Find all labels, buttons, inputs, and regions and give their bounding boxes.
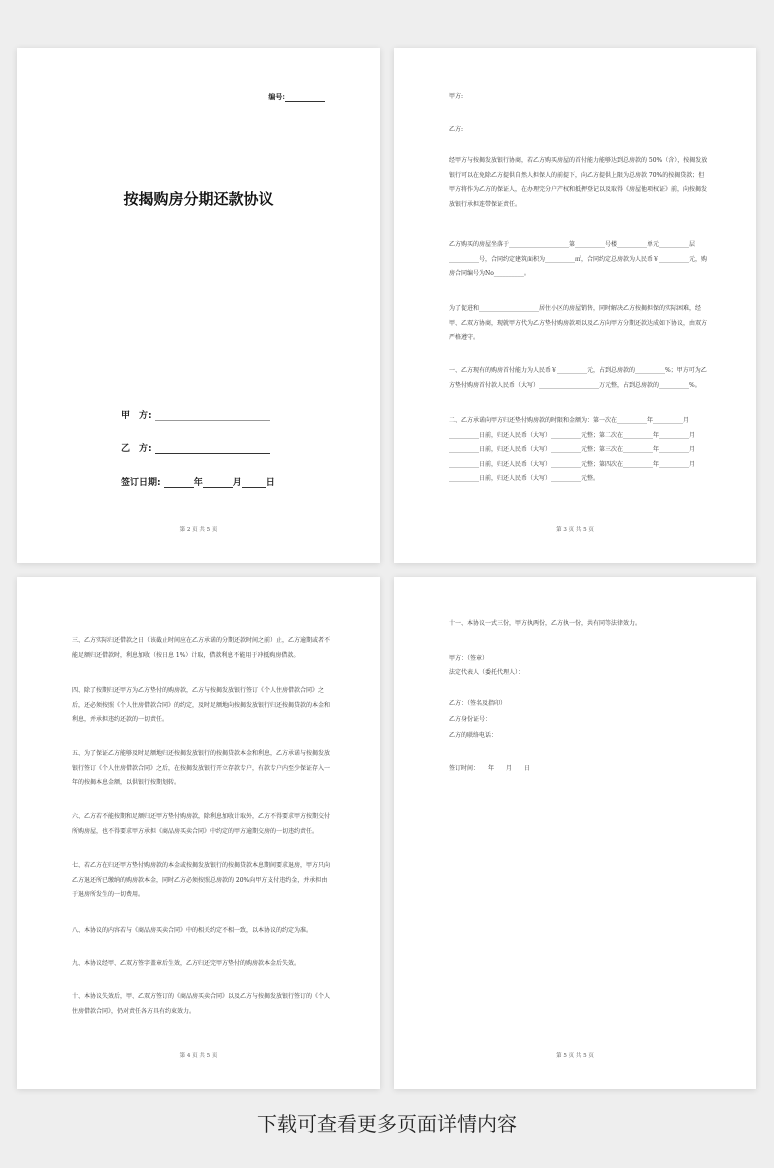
month-blank — [203, 478, 233, 488]
party-b-id-number: 乙方身份证号： — [449, 716, 492, 723]
clause-intro: 经甲方与按揭发放银行协商，若乙方购买房屋的首付能力能够达到总房款的 50%（含），按揭发放银行可以在免除乙方提供自然人担保人的前提下，向乙方提供上限为总房款 70%的按揭贷款；但甲方将作为乙方的保证人，在办理完分户产权和抵押登记以及取得《房屋他项权证》前，向按揭发放银行承担连带保证责任。 — [449, 157, 708, 208]
serial-label: 编号: — [268, 92, 285, 101]
party-b-label: 乙 方: — [121, 444, 152, 454]
clause-3: 三、乙方实际归还借款之日（该截止时间应在乙方承诺的分期还款时间之前）止，乙方逾期或者不能足额归还借款时，利息加收（按日息 1%）计取，借款利息不能用于冲抵购房借款。 — [72, 637, 331, 659]
clause-10: 十、本协议失效后，甲、乙双方签订的《商品房买卖合同》以及乙方与按揭发放银行签订的《个人住房借款合同》，仍对责任各方具有约束效力。 — [72, 993, 331, 1015]
year-label: 年 — [193, 478, 203, 488]
serial-number — [268, 92, 325, 102]
clause-9: 九、本协议经甲、乙双方签字盖章后生效，乙方归还完甲方垫付的购房款本金后失效。 — [72, 960, 301, 967]
sign-time: 签订时间： 年 月 日 — [449, 765, 531, 772]
party-a-label: 甲 方: — [121, 411, 152, 421]
sign-date-label: 签订日期: — [121, 478, 161, 488]
clause-4: 四、除了按期归还甲方为乙方垫付的购房款，乙方与按揭发放银行签订《个人住房借款合同》之后，还必须按照《个人住房借款合同》的约定，及时足额地向按揭发放银行归还按揭贷款的本金和利息，并承担违约还款的一切责任。 — [72, 687, 331, 723]
party-b-signature: 乙方：（签名及指印） — [449, 700, 507, 707]
party-a-seal: 甲方：（签章） — [449, 655, 489, 662]
clause-7: 七、若乙方在归还甲方垫付购房款的本金或按揭发放银行的按揭贷款本息期间要求退房，甲方只向乙方退还所已缴纳的购房款本金，同时乙方必须按照总房款的 20%向甲方支付违约金，并承担由于退房所发生的一切费用。 — [72, 862, 331, 898]
day-blank — [242, 478, 266, 488]
page-number: 第 5 页 共 5 页 — [556, 1053, 594, 1059]
clause-6: 六、乙方若不能按期和足额归还甲方垫付购房款，除利息加收计取外，乙方不得要求甲方按期交付所购房屋，也不得要求甲方承担《商品房买卖合同》中约定的甲方逾期交房的一切违约责任。 — [72, 813, 331, 835]
download-more-caption: 下载可查看更多页面详情内容 — [257, 1112, 517, 1136]
clause-8: 八、本协议的内容若与《商品房买卖合同》中的相关约定不相一致，以本协议的约定为准。 — [72, 927, 313, 934]
clause-11: 十一、本协议一式三份，甲方执两份，乙方执一份，共有同等法律效力。 — [449, 620, 642, 627]
party-a-blank — [155, 411, 270, 421]
year-blank — [164, 478, 194, 488]
party-a-line — [121, 408, 270, 421]
party-b-blank — [155, 444, 270, 454]
legal-representative: 法定代表人（委托代理人）： — [449, 669, 525, 676]
clause-5: 五、为了保证乙方能够及时足额地归还按揭发放银行的按揭贷款本金和利息，乙方承诺与按揭发放银行签订《个人住房借款合同》之后，在按揭发放银行开立存款专户，有款专户内至少保证存入一年的按揭本息金额，以供银行按期划转。 — [72, 750, 331, 786]
page-number: 第 4 页 共 5 页 — [179, 1053, 218, 1059]
party-b-label: 乙方: — [449, 126, 464, 133]
party-b-phone: 乙方的联络电话： — [449, 732, 498, 739]
clause-2: 二、乙方承诺向甲方归还垫付购房款的时限和金额为：第一次在__________年__________月__________日前，归还人民币（大写）__________元整；第二次在__________年__________月__________日前，归还人民币（大写）__________元整；第三次在__________年__________月__________日前，归还人民币（大写）__________元整；第四次在__________年__________月__________日前，归还人民币（大写）__________元整。 — [449, 417, 696, 482]
clause-purpose: 为了促进和____________________居住小区的房屋销售，同时解决乙方按揭担保的实际困难，经甲、乙双方协商，现就甲方代为乙方垫付购房款项以及乙方向甲方分期还款达成如下协议，由双方严格遵守。 — [449, 305, 708, 341]
serial-blank — [285, 94, 325, 102]
page-number: 第 3 页 共 5 页 — [556, 527, 594, 533]
month-label: 月 — [232, 478, 242, 488]
party-a-label: 甲方: — [449, 93, 464, 100]
document-page-5 — [394, 577, 756, 1089]
clause-property: 乙方购买的房屋坐落于____________________第__________号楼__________单元__________层__________号，合同约定建筑面积为__________㎡，合同约定总房款为人民币￥__________元，购房合同编号为No__________。 — [449, 241, 708, 277]
sign-date-line — [121, 475, 275, 488]
party-b-line — [121, 441, 270, 454]
page-number: 第 2 页 共 5 页 — [179, 527, 218, 533]
clause-1: 一、乙方现有的购房首付能力为人民币￥__________元，占到总房款的__________%；甲方可为乙方垫付购房首付款人民币（大写）____________________万元整，占到总房款的__________%。 — [449, 367, 707, 389]
document-page-3 — [394, 48, 756, 563]
page-title: 按揭购房分期还款协议 — [123, 190, 274, 208]
document-page-cover — [17, 48, 380, 563]
day-label: 日 — [265, 478, 275, 488]
document-page-4 — [17, 577, 380, 1089]
